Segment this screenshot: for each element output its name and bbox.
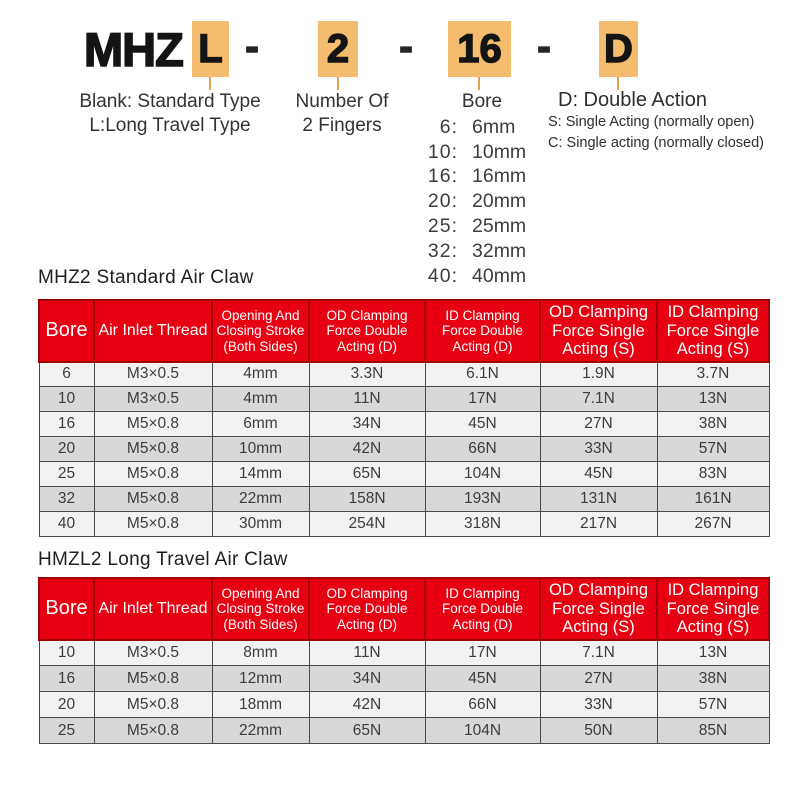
table-row [39,718,769,744]
table-cell: 254N [309,512,425,537]
header-line: Force Double [441,323,524,338]
header-line: Force Double [326,601,408,616]
col-header-bore [39,300,94,362]
header-line: Bore [45,597,88,620]
header-line: Force Single [666,321,760,340]
table-row [39,412,769,437]
header-line: Acting (D) [452,338,513,354]
bore-option-code: 25: [427,215,458,238]
header-line: Acting (S) [676,618,750,636]
header-line: Force Double [441,601,524,616]
table-cell: 25 [39,462,94,487]
table-cell: 7.1N [540,387,657,412]
table-cell: 11N [309,640,425,666]
table-cell: 42N [309,437,425,462]
table-cell: 17N [425,640,540,666]
table-cell: 40 [39,512,94,537]
table-cell: M3×0.5 [94,640,212,666]
table-cell: M5×0.8 [94,666,212,692]
table-cell: 85N [657,718,769,744]
standard-air-claw-table [38,299,770,537]
header-line: Force Single [666,599,760,618]
table-cell: 12mm [212,666,309,692]
table-cell: 33N [540,437,657,462]
fingers-legend [282,90,402,137]
table2-header [39,578,769,640]
table-cell: 20 [39,692,94,718]
table-cell: 3.3N [309,362,425,387]
col-header-od-double [309,300,425,362]
header-line: OD Clamping [326,585,408,601]
long-travel-air-claw-table [38,577,770,744]
col-header-air-inlet-thread [94,578,212,640]
table-cell: M5×0.8 [94,512,212,537]
table-cell: 13N [657,640,769,666]
table-cell: 11N [309,387,425,412]
action-legend-secondary: C: Single acting (normally closed) [548,134,764,151]
bore-legend-title: Bore [461,91,503,112]
type-legend [60,90,280,137]
table-cell: 66N [425,437,540,462]
table-cell: 6mm [212,412,309,437]
table-cell: 20 [39,437,94,462]
header-line: ID Clamping [445,307,520,323]
table-cell: M5×0.8 [94,412,212,437]
table-row [39,666,769,692]
dash-separator: - [537,24,551,69]
table-cell: 104N [425,462,540,487]
table-cell: 57N [657,437,769,462]
header-line: Force Single [552,321,645,340]
header-line: (Both Sides) [223,338,298,354]
table-cell: 27N [540,412,657,437]
table-header-row [39,300,769,362]
bore-option [398,115,526,140]
bore-option [398,165,526,190]
bore-option [398,189,526,214]
table-cell: M5×0.8 [94,462,212,487]
model-code-row [0,21,800,77]
action-legend-primary: D: Double Action [558,89,707,111]
table-cell: 104N [425,718,540,744]
table-cell: 22mm [212,487,309,512]
type-legend-line1: Blank: Standard Type [79,91,261,112]
bore-option-code: 20: [427,190,458,213]
table-cell: 42N [309,692,425,718]
header-line: Air Inlet Thread [98,599,208,617]
table-cell: 50N [540,718,657,744]
action-legend-secondary: S: Single Acting (normally open) [548,114,755,130]
header-line: Acting (S) [562,340,635,358]
table-cell: 6.1N [425,362,540,387]
table-cell: 10 [39,640,94,666]
table1-body [39,362,769,537]
bore-option [398,214,526,239]
header-line: Opening And [221,307,300,323]
table-row [39,692,769,718]
col-header-bore [39,578,94,640]
table-cell: 318N [425,512,540,537]
header-line: Force Single [552,599,645,618]
table-row [39,487,769,512]
table-cell: 22mm [212,718,309,744]
table-cell: M5×0.8 [94,437,212,462]
header-line: OD Clamping [326,307,408,323]
table-cell: 65N [309,718,425,744]
table1-title: MHZ2 Standard Air Claw [38,267,254,288]
bore-option-code: 32: [427,239,458,262]
model-segment-bore-box: 16 [448,21,511,77]
bore-option-size: 25mm [472,215,527,238]
table-cell: 14mm [212,462,309,487]
bore-options-list [398,115,526,289]
table-row [39,387,769,412]
table-cell: M3×0.5 [94,362,212,387]
col-header-stroke [212,578,309,640]
model-prefix: MHZ [84,22,183,76]
bore-option [398,140,526,165]
header-line: Acting (D) [452,616,513,632]
table-cell: 27N [540,666,657,692]
table-cell: M5×0.8 [94,718,212,744]
table-cell: 45N [425,666,540,692]
table-cell: 13N [657,387,769,412]
header-line: OD Clamping [548,581,649,599]
col-header-od-double [309,578,425,640]
table-cell: 17N [425,387,540,412]
header-line: ID Clamping [445,585,520,601]
connector-line-type [209,77,211,90]
dash-separator: - [399,24,413,69]
table-cell: 38N [657,412,769,437]
bore-option [398,264,526,289]
dash-separator: - [245,24,259,69]
header-line: Closing Stroke [216,601,305,616]
action-legend [548,88,764,153]
table-cell: 131N [540,487,657,512]
table-cell: 217N [540,512,657,537]
table-cell: 38N [657,666,769,692]
model-segment-type-box: L [192,21,229,77]
connector-line-fingers [337,77,339,90]
table-cell: 33N [540,692,657,718]
model-segment-fingers-box: 2 [318,21,358,77]
header-line: Bore [45,319,88,342]
table-cell: 45N [425,412,540,437]
type-legend-line2: L:Long Travel Type [89,114,251,136]
table-cell: 16 [39,666,94,692]
table-row [39,362,769,387]
col-header-air-inlet-thread [94,300,212,362]
header-line: Acting (D) [336,338,397,354]
table-cell: 16 [39,412,94,437]
header-line: Acting (D) [336,616,397,632]
table-cell: 193N [425,487,540,512]
table-cell: 10 [39,387,94,412]
bore-option-size: 40mm [472,264,527,287]
header-line: (Both Sides) [223,616,298,632]
bore-option-size: 6mm [472,115,516,138]
table-row [39,437,769,462]
table-row [39,462,769,487]
header-line: Opening And [221,585,300,601]
table-cell: 66N [425,692,540,718]
table-cell: 158N [309,487,425,512]
table-cell: 34N [309,412,425,437]
table-cell: 83N [657,462,769,487]
col-header-od-single [540,578,657,640]
connector-line-bore [478,77,480,90]
header-line: Force Double [326,323,408,338]
bore-option-code: 10: [427,140,458,163]
table-cell: M5×0.8 [94,692,212,718]
fingers-legend-line1: Number Of [295,91,389,112]
header-line: ID Clamping [667,303,759,321]
col-header-stroke [212,300,309,362]
header-line: Acting (S) [676,340,750,358]
table-cell: 25 [39,718,94,744]
table-cell: 7.1N [540,640,657,666]
col-header-id-single [657,578,769,640]
col-header-od-single [540,300,657,362]
table-cell: 30mm [212,512,309,537]
table-cell: 65N [309,462,425,487]
table-cell: M5×0.8 [94,487,212,512]
table2-body [39,640,769,744]
table-cell: 10mm [212,437,309,462]
model-segment-action-box: D [599,21,638,77]
bore-option-size: 16mm [472,165,527,188]
header-line: OD Clamping [548,303,649,321]
table-row [39,640,769,666]
table-cell: 45N [540,462,657,487]
bore-option [398,239,526,264]
header-line: Closing Stroke [216,323,305,338]
bore-option-code: 40: [427,264,458,287]
bore-option-code: 6: [439,115,458,138]
table-cell: 34N [309,666,425,692]
table1-header [39,300,769,362]
header-line: ID Clamping [667,581,759,599]
table2-wrapper [38,577,770,744]
table-cell: 32 [39,487,94,512]
bore-option-size: 32mm [472,239,527,262]
table-cell: 1.9N [540,362,657,387]
table-cell: 8mm [212,640,309,666]
table-cell: 57N [657,692,769,718]
table-cell: 18mm [212,692,309,718]
table-cell: 6 [39,362,94,387]
table-row [39,512,769,537]
table-cell: 267N [657,512,769,537]
table-header-row [39,578,769,640]
header-line: Acting (S) [562,618,635,636]
table-cell: 4mm [212,387,309,412]
col-header-id-double [425,300,540,362]
header-line: Air Inlet Thread [98,321,208,339]
fingers-legend-line2: 2 Fingers [302,114,382,136]
bore-option-size: 10mm [472,140,527,163]
table-cell: 4mm [212,362,309,387]
col-header-id-double [425,578,540,640]
bore-option-code: 16: [427,165,458,188]
table2-title: HMZL2 Long Travel Air Claw [38,549,288,570]
bore-option-size: 20mm [472,190,527,213]
table-cell: M3×0.5 [94,387,212,412]
table1-wrapper [38,299,770,537]
table-cell: 3.7N [657,362,769,387]
col-header-id-single [657,300,769,362]
table-cell: 161N [657,487,769,512]
